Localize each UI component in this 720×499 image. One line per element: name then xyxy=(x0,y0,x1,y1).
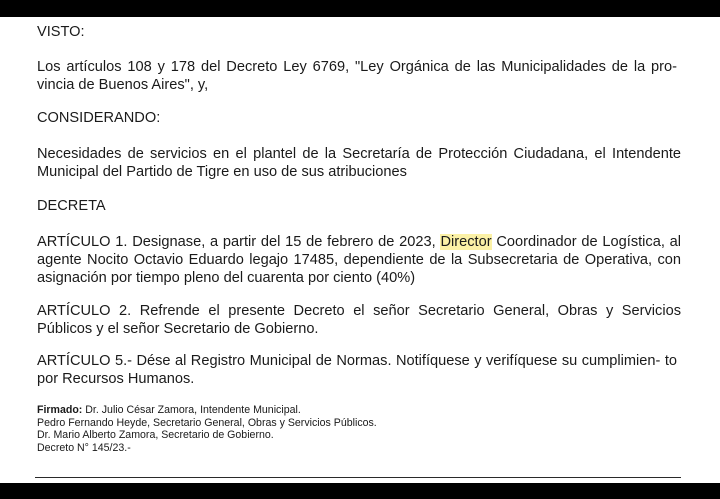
decree-number: Decreto N° 145/23.- xyxy=(37,441,131,454)
articulo-1-start: ARTÍCULO 1. Designase, a partir del 15 de febrero de 2023, xyxy=(37,234,441,250)
signer-intendente: Dr. Julio César Zamora, Intendente Municipal. xyxy=(82,404,301,416)
signature-block xyxy=(37,404,637,454)
considerando-heading: CONSIDERANDO: xyxy=(37,110,161,126)
bottom-rule xyxy=(35,477,681,478)
articulo-2: ARTÍCULO 2. Refrende el presente Decreto el señor Secretario General, Obras y Servicios Públicos y el señor Secretario de Gobierno. xyxy=(37,303,681,337)
signature-line-1 xyxy=(37,404,637,417)
firmado-label: Firmado: xyxy=(37,404,83,416)
visto-heading: VISTO: xyxy=(37,24,85,40)
articulo-1-rest: Coordinador de Logística, al agente Nocito Octavio Eduardo legajo 17485, dependiente de la Subsecretaria de Operativa, con asignación por tiempo pleno del cuarenta por ciento (40%) xyxy=(37,234,682,286)
signature-line-3: Dr. Mario Alberto Zamora, Secretario de Gobierno. xyxy=(37,429,274,442)
articulo-1 xyxy=(37,233,681,287)
bottom-black-bar xyxy=(0,483,720,499)
considerando-text: Necesidades de servicios en el plantel de la Secretaría de Protección Ciudadana, el Intendente Municipal del Partido de Tigre en uso de sus atribuciones xyxy=(37,146,681,180)
decreta-heading: DECRETA xyxy=(37,198,106,214)
visto-text: Los artículos 108 y 178 del Decreto Ley 6769, "Ley Orgánica de las Municipalidades de la pro- vincia de Buenos Aires", y, xyxy=(37,59,677,93)
highlighted-word: Director xyxy=(440,234,492,250)
document-page xyxy=(0,17,720,483)
signature-line-2: Pedro Fernando Heyde, Secretario General, Obras y Servicios Públicos. xyxy=(37,416,377,429)
articulo-5: ARTÍCULO 5.- Dése al Registro Municipal de Normas. Notifíquese y verifíquese su cumplimien- to por Recursos Humanos. xyxy=(37,353,677,387)
